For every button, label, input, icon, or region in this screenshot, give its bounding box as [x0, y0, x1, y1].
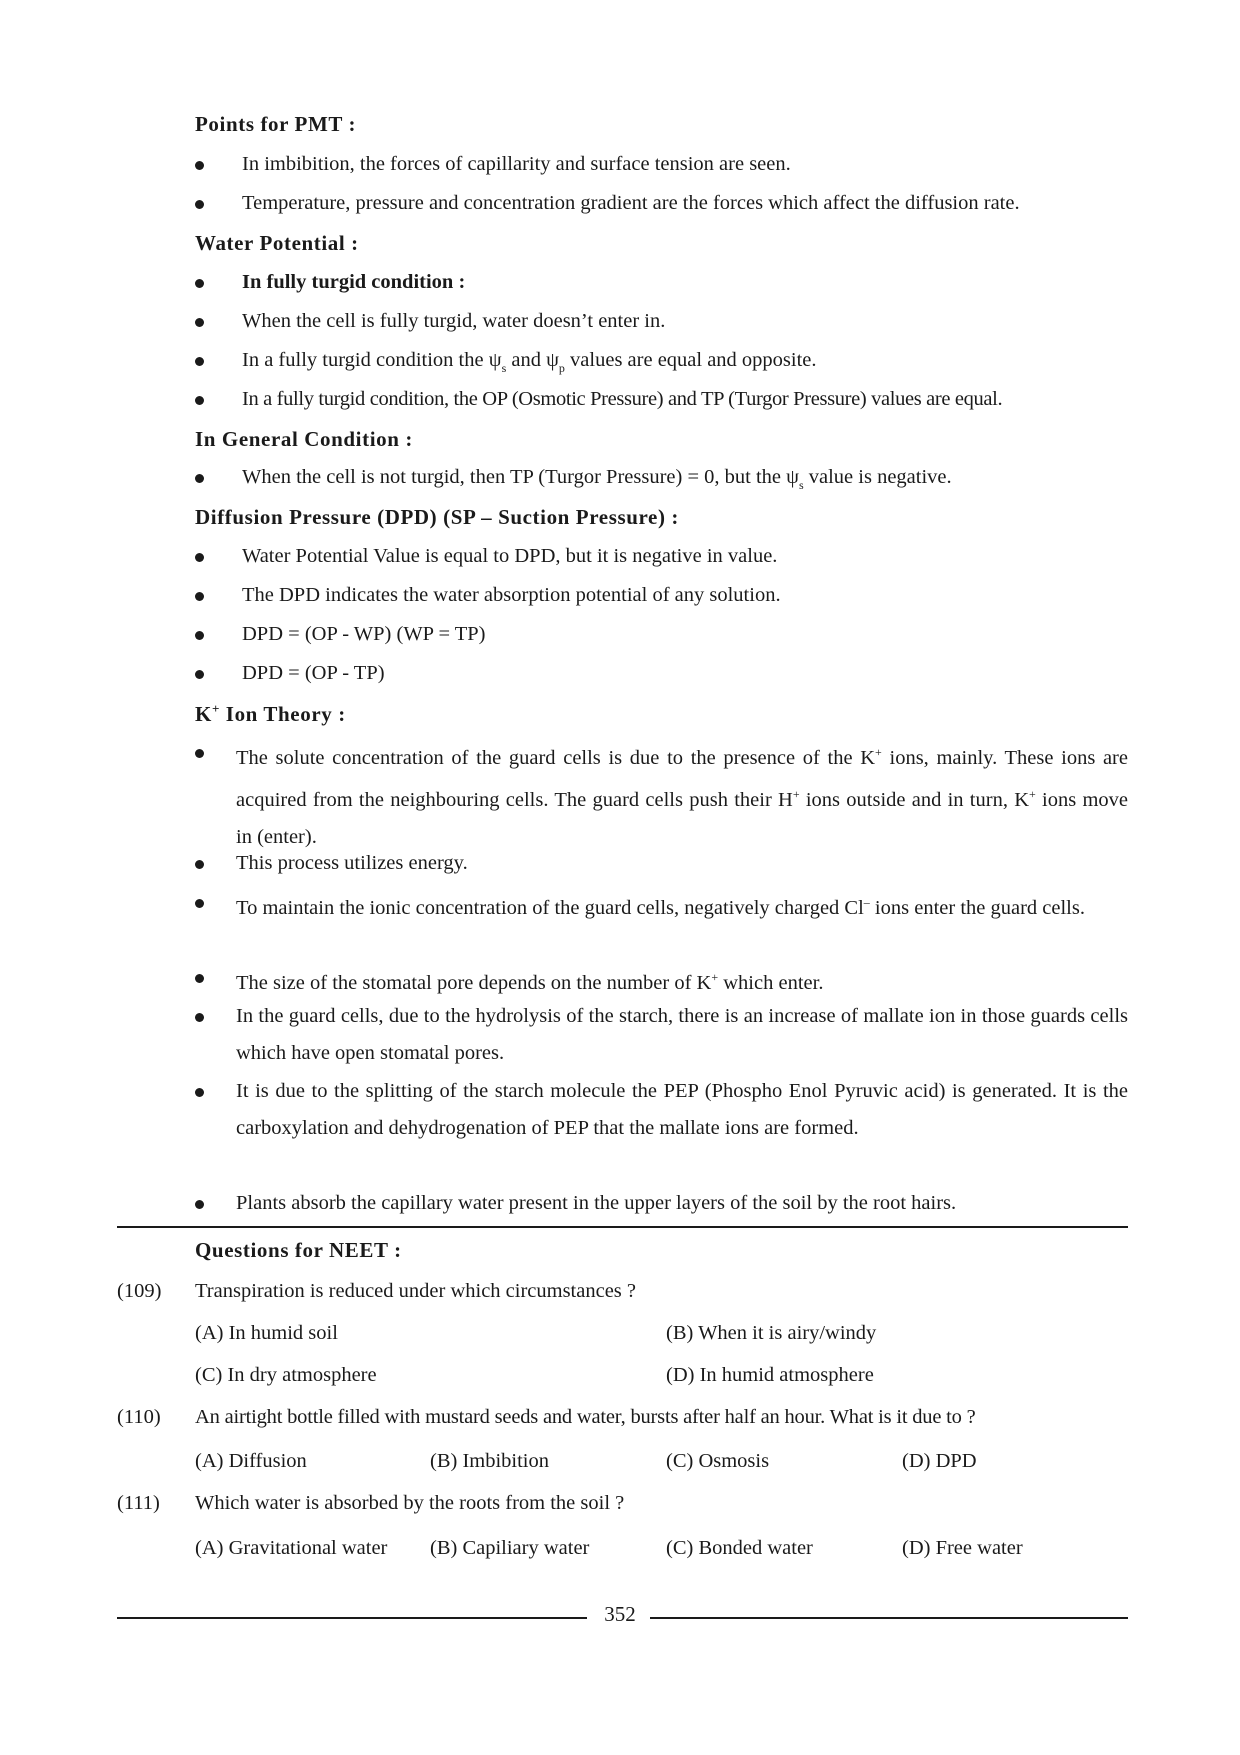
- bullet-text: When the cell is fully turgid, water doesn’t enter in.: [242, 310, 666, 332]
- footer-rule-left: [117, 1617, 587, 1619]
- bullet-dot: [195, 1200, 204, 1209]
- option: (B) Capiliary water: [430, 1537, 590, 1559]
- bullet-dot: [195, 1088, 204, 1097]
- bullet-text: Plants absorb the capillary water present in the upper layers of the soil by the root hairs.: [236, 1192, 957, 1214]
- bullet-item: [195, 381, 1128, 418]
- bullet-text: The DPD indicates the water absorption potential of any solution.: [242, 584, 781, 606]
- option: (D) In humid atmosphere: [666, 1364, 874, 1386]
- question-number: (110): [117, 1406, 161, 1428]
- bullet-dot: [195, 553, 204, 562]
- option: (C) In dry atmosphere: [195, 1364, 377, 1386]
- bullet-item: [195, 884, 1128, 926]
- bullet-dot: [195, 749, 204, 758]
- bullet-dot: [195, 631, 204, 640]
- general-condition-heading: In General Condition :: [195, 427, 413, 451]
- bullet-dot: [195, 974, 204, 983]
- option: (C) Bonded water: [666, 1537, 813, 1559]
- bullet-dot: [195, 161, 204, 170]
- bullet-dot: [195, 592, 204, 601]
- bullet-text: To maintain the ionic concentration of the guard cells, negatively charged Cl– ions enter the guard cells.: [236, 895, 1085, 919]
- bullet-dot: [195, 1013, 204, 1022]
- bullet-dot: [195, 318, 204, 327]
- bullet-text: It is due to the splitting of the starch molecule the PEP (Phospho Enol Pyruvic acid) is generated. It is the carboxylation and dehydrogenation of PEP that the mallate ions are formed.: [236, 1080, 1128, 1139]
- bullet-dot: [195, 899, 204, 908]
- bullet-item: [195, 146, 1128, 183]
- option: (A) Diffusion: [195, 1450, 307, 1472]
- bullet-text: In a fully turgid condition, the OP (Osmotic Pressure) and TP (Turgor Pressure) values are equal.: [242, 388, 1003, 410]
- bullet-item: [195, 185, 1128, 222]
- question-text: An airtight bottle filled with mustard seeds and water, bursts after half an hour. What is it due to ?: [195, 1406, 976, 1428]
- option: (D) Free water: [902, 1537, 1023, 1559]
- section-divider: [117, 1226, 1128, 1228]
- bullet-item: [195, 655, 1128, 692]
- bullet-dot: [195, 279, 204, 288]
- bullet-text: In imbibition, the forces of capillarity and surface tension are seen.: [242, 153, 791, 175]
- question-text: Transpiration is reduced under which circumstances ?: [195, 1280, 637, 1302]
- bullet-text: In the guard cells, due to the hydrolysis of the starch, there is an increase of mallate ion in those guards cells which have open stomatal pores.: [236, 1005, 1128, 1064]
- pmt-heading: Points for PMT :: [195, 112, 357, 136]
- bullet-item: [195, 616, 1128, 653]
- bullet-item: [195, 845, 1128, 882]
- bullet-item: [195, 459, 1128, 504]
- option: (A) In humid soil: [195, 1322, 338, 1344]
- dpd-heading: Diffusion Pressure (DPD) (SP – Suction Pressure) :: [195, 505, 680, 529]
- page-number: 352: [604, 1602, 636, 1626]
- formula: DPD = (OP - WP) (WP = TP): [242, 623, 486, 645]
- bullet-item: [195, 264, 1128, 301]
- option: (B) Imbibition: [430, 1450, 550, 1472]
- neet-heading: Questions for NEET :: [195, 1238, 402, 1262]
- option: (C) Osmosis: [666, 1450, 770, 1472]
- bullet-item: [195, 1073, 1128, 1146]
- option: (B) When it is airy/windy: [666, 1322, 877, 1344]
- water-potential-heading: Water Potential :: [195, 231, 359, 255]
- bullet-dot: [195, 357, 204, 366]
- bullet-dot: [195, 670, 204, 679]
- bullet-dot: [195, 200, 204, 209]
- option: (D) DPD: [902, 1450, 977, 1472]
- k-ion-theory-heading: K+ Ion Theory :: [195, 701, 346, 726]
- bullet-dot: [195, 860, 204, 869]
- bullet-item: [195, 998, 1128, 1071]
- bullet-text: Water Potential Value is equal to DPD, but it is negative in value.: [242, 545, 778, 567]
- question-number: (111): [117, 1492, 160, 1514]
- bullet-item: [195, 303, 1128, 340]
- footer-rule-right: [650, 1617, 1128, 1619]
- bullet-text: Temperature, pressure and concentration gradient are the forces which affect the diffusion rate.: [242, 192, 1020, 214]
- bullet-dot: [195, 474, 204, 483]
- bullet-item: [195, 1185, 1128, 1222]
- formula: DPD = (OP - TP): [242, 662, 385, 684]
- bullet-dot: [195, 396, 204, 405]
- bullet-item: [195, 734, 1128, 855]
- bullet-text: In a fully turgid condition the $\psi_s$ and $\psi_p$ values are equal and opposite.: [242, 349, 817, 375]
- question-text: Which water is absorbed by the roots from the soil ?: [195, 1492, 625, 1514]
- bullet-subheading: In fully turgid condition :: [242, 271, 466, 293]
- bullet-item: [195, 538, 1128, 575]
- bullet-item: [195, 342, 1128, 387]
- bullet-text: This process utilizes energy.: [236, 852, 468, 874]
- bullet-text: The solute concentration of the guard cells is due to the presence of the K+ ions, mainly. These ions are acquired from the neighbouring cells. The guard cells push their H+ ions outside and in turn, K+ ions move in (enter).: [236, 745, 1129, 848]
- bullet-text: The size of the stomatal pore depends on the number of K+ which enter.: [236, 970, 824, 994]
- bullet-item: [195, 959, 1128, 1001]
- bullet-text: When the cell is not turgid, then TP (Turgor Pressure) = 0, but the $\psi_s$ value is negative.: [242, 466, 952, 492]
- bullet-item: [195, 577, 1128, 614]
- option: (A) Gravitational water: [195, 1537, 388, 1559]
- question-number: (109): [117, 1280, 162, 1302]
